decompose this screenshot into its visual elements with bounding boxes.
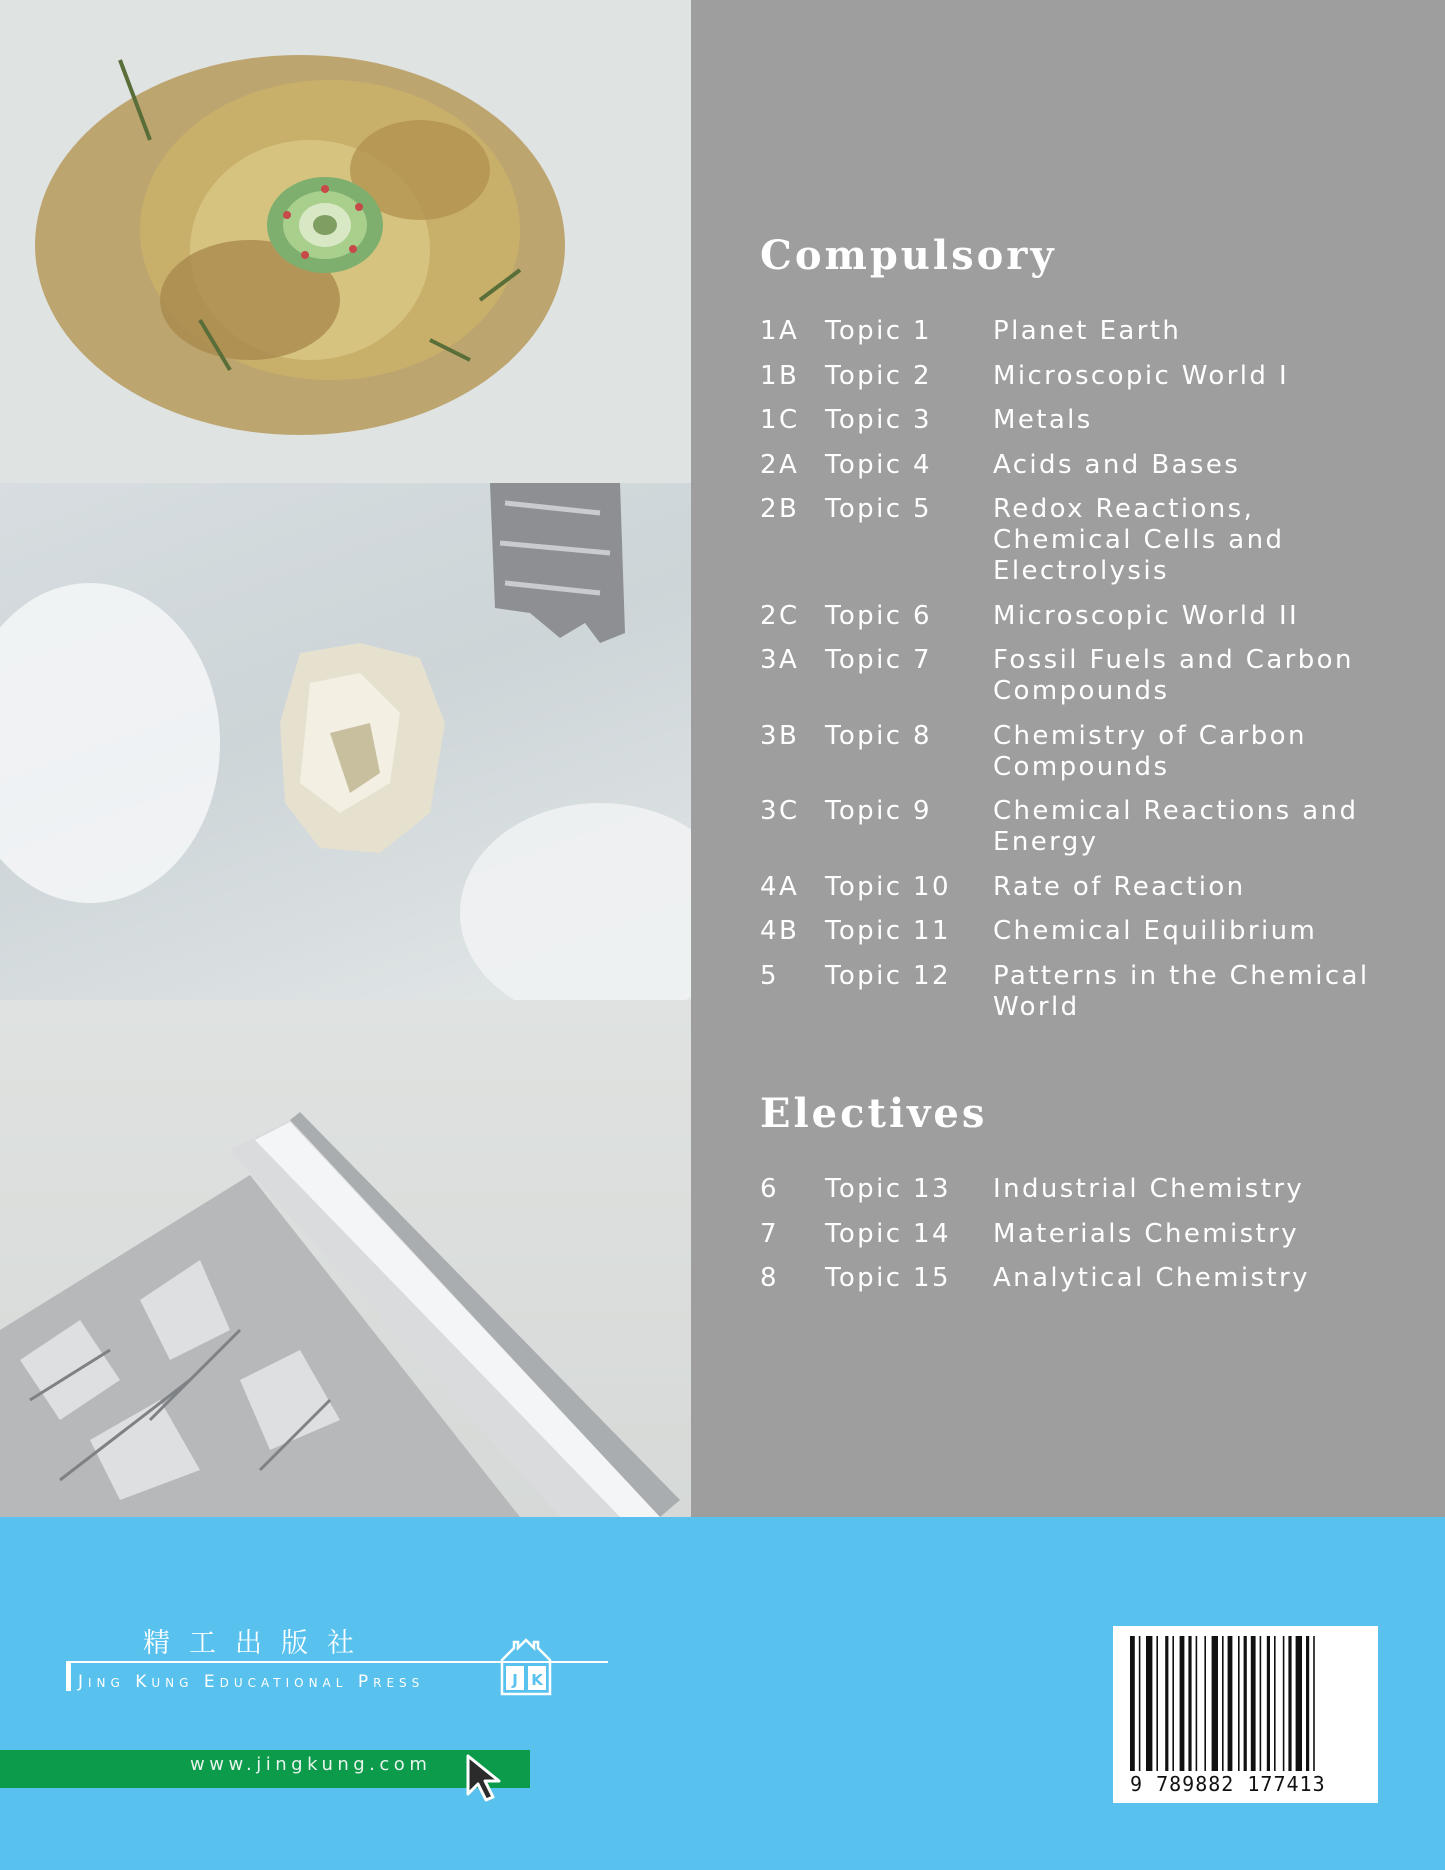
publisher-logo-icon — [498, 1638, 554, 1698]
photo-crystals — [0, 483, 691, 1000]
publisher-rule-tick — [66, 1661, 71, 1691]
topic-row — [760, 1263, 1400, 1294]
topic-code: 2C — [760, 600, 800, 631]
logo-letter-j: J — [512, 1671, 518, 1689]
topic-title: Analytical Chemistry — [993, 1263, 1310, 1293]
topic-title: Patterns in the Chemical World — [993, 960, 1370, 1022]
topic-code: 1C — [760, 405, 800, 435]
topic-code: 3A — [760, 645, 800, 675]
topic-number: Topic 7 — [825, 645, 933, 675]
topic-number: Topic 11 — [825, 916, 951, 946]
topic-code: 2A — [760, 449, 800, 480]
topic-number: Topic 6 — [825, 600, 933, 631]
topic-row — [760, 961, 1400, 1023]
topic-row — [760, 1219, 1400, 1250]
topic-number: Topic 12 — [825, 960, 951, 991]
photo-succulent-sand — [0, 0, 691, 483]
topic-title: Chemistry of Carbon Compounds — [993, 720, 1307, 782]
electives-topic-list — [760, 1174, 1400, 1308]
publisher-name-chinese: 精工出版社 — [143, 1628, 373, 1659]
topic-title: Chemical Reactions and Energy — [993, 796, 1359, 857]
topic-row — [760, 645, 1400, 707]
topic-code: 1B — [760, 360, 800, 391]
compulsory-heading: Compulsory — [760, 232, 1057, 279]
topic-title: Industrial Chemistry — [993, 1174, 1305, 1204]
topic-row — [760, 916, 1400, 947]
barcode — [1113, 1626, 1378, 1803]
topic-number: Topic 3 — [825, 405, 933, 435]
topic-row — [760, 601, 1400, 632]
topic-title: Materials Chemistry — [993, 1218, 1300, 1249]
topic-code: 2B — [760, 494, 800, 524]
compulsory-topic-list — [760, 316, 1400, 1036]
topic-number: Topic 2 — [825, 360, 933, 391]
topic-number: Topic 15 — [825, 1263, 951, 1293]
topic-title: Metals — [993, 405, 1093, 435]
topic-number: Topic 8 — [825, 720, 933, 751]
topic-row — [760, 796, 1400, 858]
topic-number: Topic 9 — [825, 796, 933, 826]
topic-title: Microscopic World I — [993, 360, 1290, 391]
topic-title: Fossil Fuels and Carbon Compounds — [993, 645, 1354, 706]
topic-row — [760, 316, 1400, 347]
topic-code: 3C — [760, 796, 800, 826]
cursor-arrow-icon — [464, 1754, 504, 1804]
topic-code: 3B — [760, 720, 800, 751]
barcode-bars — [1125, 1636, 1365, 1771]
topic-title: Chemical Equilibrium — [993, 916, 1318, 946]
topic-code: 1A — [760, 316, 800, 346]
topic-number: Topic 10 — [825, 871, 951, 902]
topic-row — [760, 494, 1400, 587]
topic-number: Topic 14 — [825, 1218, 951, 1249]
electives-heading: Electives — [760, 1090, 988, 1137]
topic-number: Topic 13 — [825, 1174, 951, 1204]
topic-code: 4A — [760, 871, 800, 902]
topic-code: 6 — [760, 1174, 779, 1204]
topic-number: Topic 4 — [825, 449, 933, 480]
website-link[interactable]: www.jingkung.com — [190, 1754, 432, 1775]
topic-number: Topic 5 — [825, 494, 933, 524]
topic-row — [760, 405, 1400, 436]
topic-code: 7 — [760, 1218, 779, 1249]
topic-title: Redox Reactions, Chemical Cells and Electrolysis — [993, 494, 1285, 586]
topic-row — [760, 450, 1400, 481]
photo-aluminium-foil — [0, 1000, 691, 1517]
topic-row — [760, 721, 1400, 783]
topic-title: Rate of Reaction — [993, 871, 1246, 902]
topic-code: 8 — [760, 1263, 779, 1293]
topic-title: Planet Earth — [993, 316, 1182, 346]
logo-letter-k: K — [531, 1671, 543, 1689]
topic-title: Acids and Bases — [993, 449, 1241, 480]
topic-row — [760, 1174, 1400, 1205]
topic-code: 5 — [760, 960, 779, 991]
topic-row — [760, 361, 1400, 392]
barcode-digits: 9 789882 177413 — [1130, 1772, 1326, 1796]
publisher-name-english: Jing Kung Educational Press — [78, 1672, 425, 1692]
cover-photos — [0, 0, 691, 1517]
topic-row — [760, 872, 1400, 903]
topic-code: 4B — [760, 916, 800, 946]
topic-number: Topic 1 — [825, 316, 933, 346]
topic-title: Microscopic World II — [993, 600, 1300, 631]
